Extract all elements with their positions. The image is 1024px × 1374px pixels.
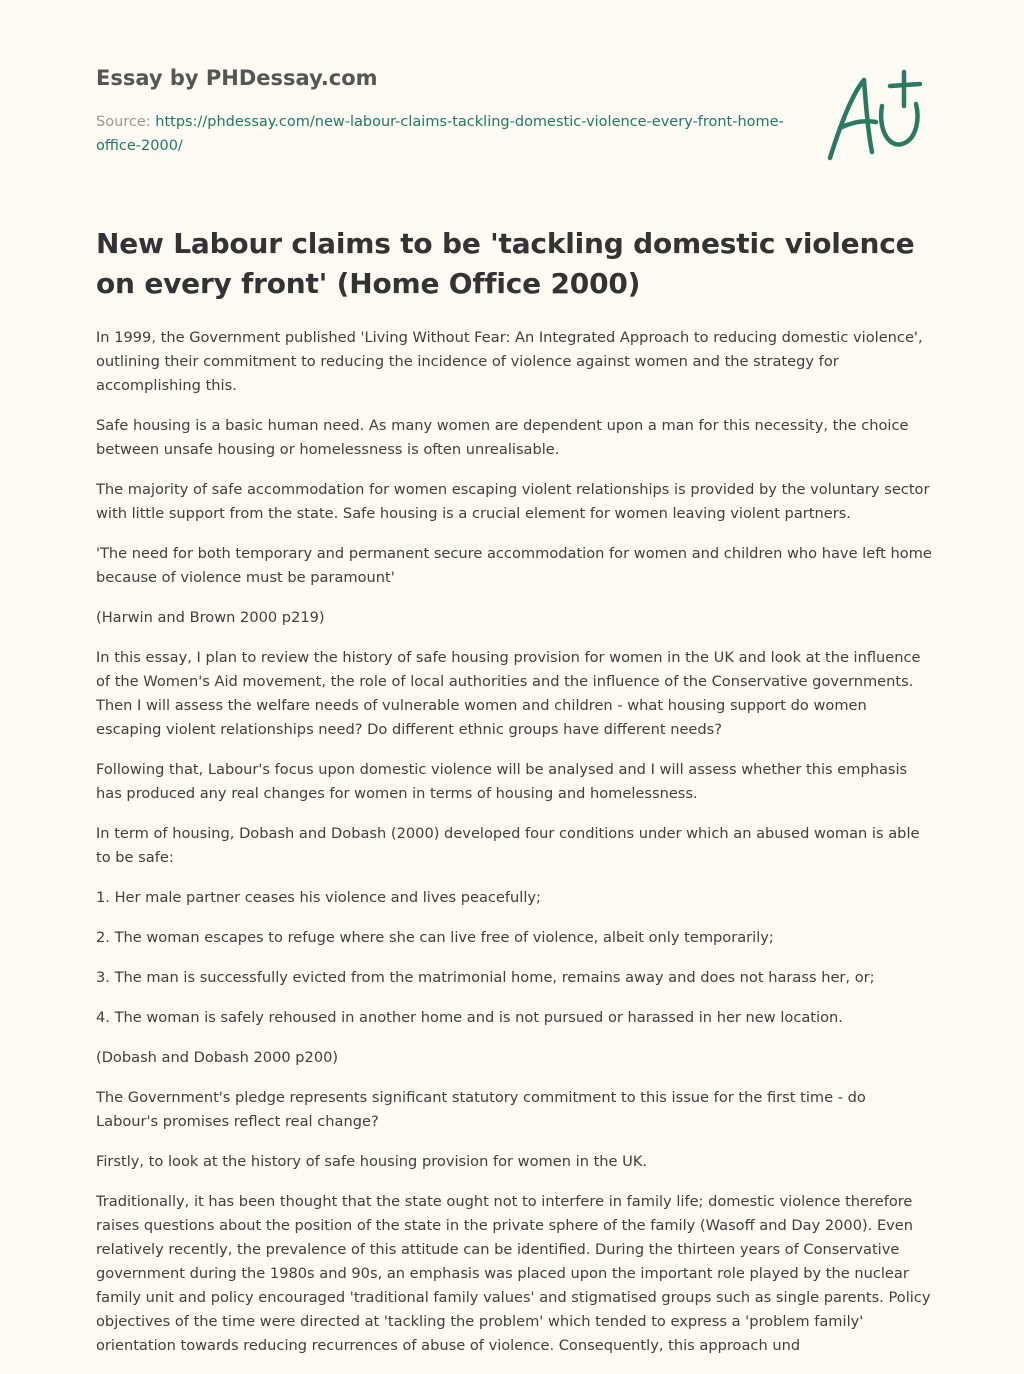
paragraph: In 1999, the Government published 'Living Without Fear: An Integrated Approach to reducing domestic violence', outlining their commitment to reducing the incidence of violence against women and the strategy for accomplishing this. <box>96 329 923 394</box>
article-title: New Labour claims to be 'tackling domestic violence on every front' (Home Office 2000) <box>96 227 915 300</box>
list-item: 1. Her male partner ceases his violence and lives peacefully; <box>96 889 541 906</box>
paragraph: Following that, Labour's focus upon domestic violence will be analysed and I will assess whether this emphasis has produced any real changes for women in terms of housing and homelessness. <box>96 761 908 802</box>
site-title: Essay by PHDessay.com <box>96 66 378 90</box>
a-plus-logo-icon <box>820 66 930 166</box>
citation: (Dobash and Dobash 2000 p200) <box>96 1049 339 1066</box>
paragraph: In term of housing, Dobash and Dobash (2000) developed four conditions under which an abused woman is able to be safe: <box>96 825 920 866</box>
citation: (Harwin and Brown 2000 p219) <box>96 609 325 626</box>
paragraph: Firstly, to look at the history of safe housing provision for women in the UK. <box>96 1153 648 1170</box>
source-line <box>96 110 796 158</box>
list-item: 4. The woman is safely rehoused in another home and is not pursued or harassed in her new location. <box>96 1009 843 1026</box>
paragraph: Safe housing is a basic human need. As many women are dependent upon a man for this necessity, the choice between unsafe housing or homelessness is often unrealisable. <box>96 417 909 458</box>
list-item: 3. The man is successfully evicted from the matrimonial home, remains away and does not harass her, or; <box>96 969 875 986</box>
source-label: Source: <box>96 114 156 130</box>
article <box>96 224 932 1374</box>
paragraph: The Government's pledge represents significant statutory commitment to this issue for the first time - do Labour's promises reflect real change? <box>96 1089 866 1130</box>
paragraph: The majority of safe accommodation for women escaping violent relationships is provided by the voluntary sector with little support from the state. Safe housing is a crucial element for women leaving violent partners. <box>96 481 930 522</box>
site-header <box>96 62 796 158</box>
paragraph: In this essay, I plan to review the history of safe housing provision for women in the UK and look at the influence of the Women's Aid movement, the role of local authorities and the influence of the Conservative governments. Then I will assess the welfare needs of vulnerable women and children - what housing support do women escaping violent relationships need? Do different ethnic groups have different needs? <box>96 649 921 738</box>
quotation: 'The need for both temporary and permanent secure accommodation for women and children who have left home because of violence must be paramount' <box>96 545 932 586</box>
source-link[interactable]: https://phdessay.com/new-labour-claims-tackling-domestic-violence-every-front-home-office-2000/ <box>96 114 784 154</box>
list-item: 2. The woman escapes to refuge where she can live free of violence, albeit only temporarily; <box>96 929 774 946</box>
paragraph: Traditionally, it has been thought that the state ought not to interfere in family life; domestic violence therefore raises questions about the position of the state in the private sphere of the family (Wasoff and Day 2000). Even relatively recently, the prevalence of this attitude can be identified. During the thirteen years of Conservative government during the 1980s and 90s, an emphasis was placed upon the important role played by the nuclear family unit and policy encouraged 'traditional family values' and stigmatised groups such as single parents. Policy objectives of the time were directed at 'tackling the problem' which tended to express a 'problem family' orientation towards reducing recurrences of abuse of violence. Consequently, this approach und <box>96 1193 931 1354</box>
